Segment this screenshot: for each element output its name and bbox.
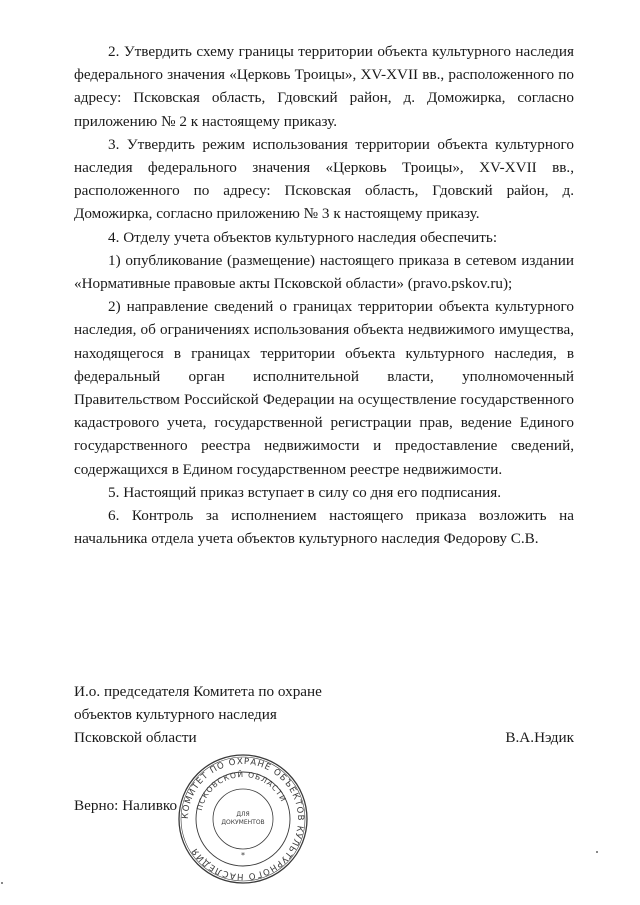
signatory-name: В.А.Нэдик <box>505 729 574 747</box>
paragraph-5: 5. Настоящий приказ вступает в силу со дня его подписания. <box>108 483 502 501</box>
paragraph-2: 2. Утвердить схему границы территории объекта культурного наследия федерального значения «Церковь Троицы», XV-XVII вв., расположенного по адресу: Псковская область, Гдовский район, д. Доможирка, согласно приложению № 2 к настоящему приказу. <box>74 43 574 130</box>
signatory-title-line-2: объектов культурного наследия <box>74 706 277 724</box>
paragraph-4-item-1: 1) опубликование (размещение) настоящего приказа в сетевом издании «Нормативные правовые акты Псковской области» (pravo.pskov.ru); <box>74 251 574 293</box>
paragraph-3: 3. Утвердить режим использования территории объекта культурного наследия федерального значения «Церковь Троицы», XV-XVII вв., расположенного по адресу: Псковская область, Гдовский район, д. Доможирка, согласно приложению № 3 к настоящему приказу. <box>74 135 574 223</box>
seal-star-icon: * <box>241 851 245 860</box>
scan-speck <box>596 851 598 853</box>
paragraph-6: 6. Контроль за исполнением настоящего приказа возложить на начальника отдела учета объектов культурного наследия Федорову С.В. <box>74 507 574 548</box>
seal-inner-text: ПСКОВСКОЙ ОБЛАСТИ <box>194 769 289 812</box>
signatory-title-line-1: И.о. председателя Комитета по охране <box>74 683 322 700</box>
paragraph-4-item-2: 2) направление сведений о границах территории объекта культурного наследия, об ограничениях использования объекта недвижимого имущества, находящегося в границах территории объекта культурного наследия, в федеральный орган исполнительной власти, уполномоченный Правительством Российской Федерации на осуществление государственного кадастрового учета, государственной регистрации прав, ведение Единого государственного реестра недвижимости и предоставление сведений, содержащихся в Едином государственном реестре недвижимости. <box>74 298 574 478</box>
signature-block <box>74 680 574 750</box>
order-body <box>74 40 574 550</box>
signatory-title-line-3: Псковской области <box>74 729 197 747</box>
scan-speck <box>1 882 3 884</box>
official-seal-stamp <box>176 752 310 886</box>
seal-center-line-1: ДЛЯ <box>236 811 250 818</box>
seal-center-line-2: ДОКУМЕНТОВ <box>221 819 265 826</box>
seal-outer-text: КОМИТЕТ ПО ОХРАНЕ ОБЪЕКТОВ КУЛЬТУРНОГО НАСЛЕДИЯ <box>180 756 306 882</box>
verification-note: Верно: Наливко <box>74 797 178 814</box>
paragraph-4: 4. Отделу учета объектов культурного наследия обеспечить: <box>108 228 498 246</box>
